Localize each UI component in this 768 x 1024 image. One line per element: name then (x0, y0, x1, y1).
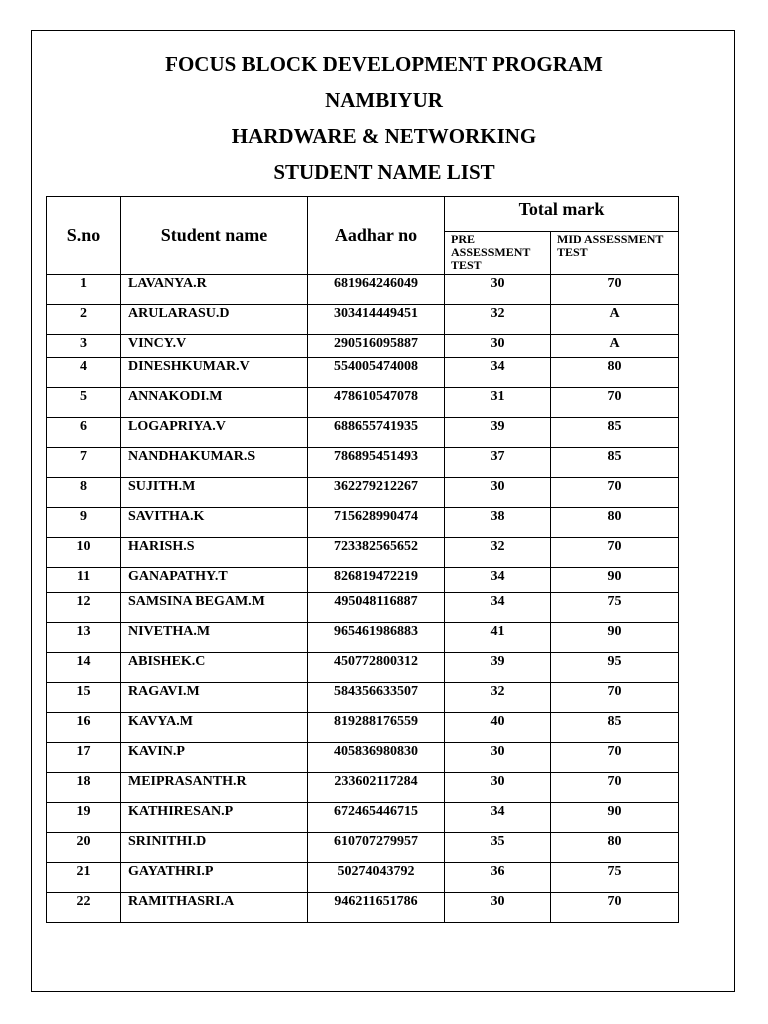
row-mid-mark: 95 (551, 653, 679, 683)
row-pre-mark: 38 (445, 508, 551, 538)
row-mid-mark: 70 (551, 388, 679, 418)
row-aadhar: 362279212267 (308, 478, 445, 508)
row-student-name: VINCY.V (121, 335, 308, 358)
row-mid-mark: 80 (551, 833, 679, 863)
row-aadhar: 688655741935 (308, 418, 445, 448)
row-pre-mark: 30 (445, 893, 551, 923)
page-title-program: FOCUS BLOCK DEVELOPMENT PROGRAM (165, 52, 603, 76)
row-aadhar: 786895451493 (308, 448, 445, 478)
table-row (47, 593, 679, 623)
row-mid-mark: 70 (551, 683, 679, 713)
row-sno: 6 (47, 418, 121, 448)
header-mid-assessment: MID ASSESSMENT TEST (551, 232, 679, 275)
row-aadhar: 681964246049 (308, 275, 445, 305)
row-sno: 11 (47, 568, 121, 593)
row-sno: 19 (47, 803, 121, 833)
row-pre-mark: 41 (445, 623, 551, 653)
header-aadhar: Aadhar no (308, 197, 445, 275)
row-sno: 20 (47, 833, 121, 863)
row-sno: 10 (47, 538, 121, 568)
row-pre-mark: 30 (445, 773, 551, 803)
row-aadhar: 826819472219 (308, 568, 445, 593)
row-aadhar: 672465446715 (308, 803, 445, 833)
row-aadhar: 290516095887 (308, 335, 445, 358)
row-mid-mark: 90 (551, 568, 679, 593)
row-sno: 4 (47, 358, 121, 388)
table-row (47, 418, 679, 448)
row-aadhar: 715628990474 (308, 508, 445, 538)
row-sno: 16 (47, 713, 121, 743)
table-row (47, 305, 679, 335)
row-mid-mark: 70 (551, 538, 679, 568)
row-mid-mark: 70 (551, 275, 679, 305)
header-total-mark: Total mark (445, 197, 679, 232)
table-row (47, 508, 679, 538)
row-pre-mark: 37 (445, 448, 551, 478)
table-row (47, 623, 679, 653)
table-row (47, 538, 679, 568)
table-row (47, 275, 679, 305)
row-aadhar: 584356633507 (308, 683, 445, 713)
row-student-name: GANAPATHY.T (121, 568, 308, 593)
row-student-name: SRINITHI.D (121, 833, 308, 863)
row-sno: 22 (47, 893, 121, 923)
table-row (47, 335, 679, 358)
row-mid-mark: 90 (551, 623, 679, 653)
table-row (47, 568, 679, 593)
row-pre-mark: 40 (445, 713, 551, 743)
row-sno: 2 (47, 305, 121, 335)
row-sno: 7 (47, 448, 121, 478)
table-row (47, 358, 679, 388)
row-sno: 9 (47, 508, 121, 538)
row-pre-mark: 34 (445, 358, 551, 388)
row-mid-mark: 80 (551, 508, 679, 538)
row-pre-mark: 30 (445, 275, 551, 305)
row-student-name: KAVIN.P (121, 743, 308, 773)
header-pre-assessment: PRE ASSESSMENT TEST (445, 232, 551, 275)
row-pre-mark: 39 (445, 653, 551, 683)
row-student-name: NANDHAKUMAR.S (121, 448, 308, 478)
header-sno: S.no (47, 197, 121, 275)
row-student-name: RAMITHASRI.A (121, 893, 308, 923)
row-pre-mark: 30 (445, 478, 551, 508)
table-row (47, 773, 679, 803)
row-pre-mark: 39 (445, 418, 551, 448)
row-aadhar: 723382565652 (308, 538, 445, 568)
row-mid-mark: 75 (551, 863, 679, 893)
row-pre-mark: 36 (445, 863, 551, 893)
row-student-name: SUJITH.M (121, 478, 308, 508)
row-aadhar: 965461986883 (308, 623, 445, 653)
row-student-name: DINESHKUMAR.V (121, 358, 308, 388)
row-pre-mark: 34 (445, 593, 551, 623)
row-mid-mark: 85 (551, 448, 679, 478)
row-mid-mark: 85 (551, 713, 679, 743)
row-aadhar: 50274043792 (308, 863, 445, 893)
table-row (47, 743, 679, 773)
row-student-name: SAMSINA BEGAM.M (121, 593, 308, 623)
table-row (47, 893, 679, 923)
row-student-name: SAVITHA.K (121, 508, 308, 538)
table-row (47, 388, 679, 418)
row-student-name: KAVYA.M (121, 713, 308, 743)
row-sno: 15 (47, 683, 121, 713)
row-mid-mark: 85 (551, 418, 679, 448)
row-student-name: KATHIRESAN.P (121, 803, 308, 833)
row-aadhar: 554005474008 (308, 358, 445, 388)
row-pre-mark: 30 (445, 743, 551, 773)
row-sno: 8 (47, 478, 121, 508)
row-student-name: NIVETHA.M (121, 623, 308, 653)
row-mid-mark: 70 (551, 893, 679, 923)
table-row (47, 478, 679, 508)
row-aadhar: 495048116887 (308, 593, 445, 623)
row-student-name: HARISH.S (121, 538, 308, 568)
row-mid-mark: A (551, 335, 679, 358)
row-sno: 1 (47, 275, 121, 305)
row-pre-mark: 34 (445, 568, 551, 593)
row-sno: 14 (47, 653, 121, 683)
row-sno: 17 (47, 743, 121, 773)
row-mid-mark: 80 (551, 358, 679, 388)
row-aadhar: 405836980830 (308, 743, 445, 773)
row-student-name: LOGAPRIYA.V (121, 418, 308, 448)
row-mid-mark: 75 (551, 593, 679, 623)
row-pre-mark: 32 (445, 683, 551, 713)
page-title-course: HARDWARE & NETWORKING (231, 124, 537, 148)
row-sno: 13 (47, 623, 121, 653)
row-aadhar: 450772800312 (308, 653, 445, 683)
table-row (47, 833, 679, 863)
row-aadhar: 303414449451 (308, 305, 445, 335)
table-row (47, 653, 679, 683)
row-sno: 12 (47, 593, 121, 623)
row-aadhar: 819288176559 (308, 713, 445, 743)
student-table (46, 196, 679, 923)
row-sno: 3 (47, 335, 121, 358)
row-sno: 5 (47, 388, 121, 418)
table-row (47, 803, 679, 833)
row-aadhar: 233602117284 (308, 773, 445, 803)
row-pre-mark: 30 (445, 335, 551, 358)
row-mid-mark: 70 (551, 478, 679, 508)
row-sno: 18 (47, 773, 121, 803)
row-aadhar: 610707279957 (308, 833, 445, 863)
table-row (47, 448, 679, 478)
row-pre-mark: 35 (445, 833, 551, 863)
row-mid-mark: 70 (551, 773, 679, 803)
row-sno: 21 (47, 863, 121, 893)
row-student-name: ARULARASU.D (121, 305, 308, 335)
row-student-name: LAVANYA.R (121, 275, 308, 305)
table-row (47, 713, 679, 743)
row-pre-mark: 34 (445, 803, 551, 833)
table-row (47, 683, 679, 713)
header-student-name: Student name (121, 197, 308, 275)
row-mid-mark: 90 (551, 803, 679, 833)
row-aadhar: 946211651786 (308, 893, 445, 923)
row-student-name: GAYATHRI.P (121, 863, 308, 893)
row-student-name: ANNAKODI.M (121, 388, 308, 418)
row-student-name: ABISHEK.C (121, 653, 308, 683)
row-pre-mark: 32 (445, 305, 551, 335)
row-student-name: RAGAVI.M (121, 683, 308, 713)
page-title-location: NAMBIYUR (325, 88, 443, 112)
row-pre-mark: 32 (445, 538, 551, 568)
page-title-list: STUDENT NAME LIST (273, 160, 495, 184)
row-mid-mark: A (551, 305, 679, 335)
row-mid-mark: 70 (551, 743, 679, 773)
row-pre-mark: 31 (445, 388, 551, 418)
table-row (47, 863, 679, 893)
row-aadhar: 478610547078 (308, 388, 445, 418)
row-student-name: MEIPRASANTH.R (121, 773, 308, 803)
